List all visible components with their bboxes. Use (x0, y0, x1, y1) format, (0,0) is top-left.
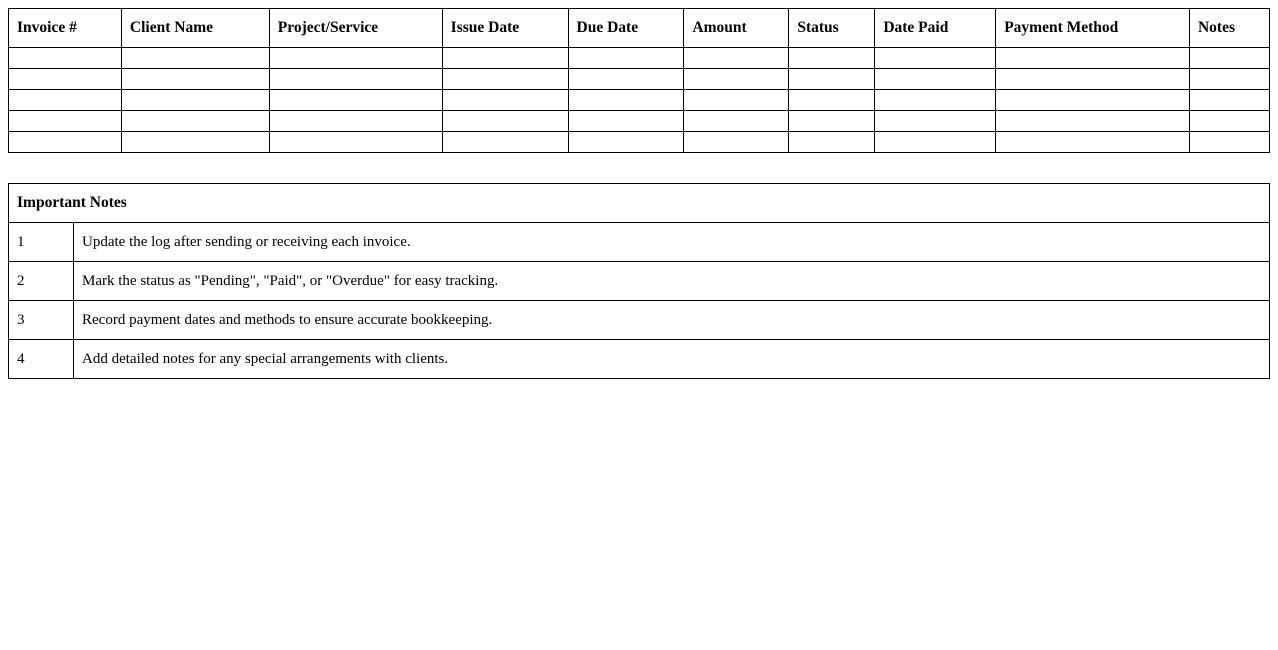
table-cell[interactable] (1189, 69, 1269, 90)
invoice-log-table (8, 8, 1270, 153)
column-header-invoice-number: Invoice # (9, 9, 122, 48)
table-cell[interactable] (789, 90, 875, 111)
table-cell[interactable] (9, 111, 122, 132)
table-cell[interactable] (789, 132, 875, 153)
table-cell[interactable] (121, 132, 269, 153)
table-cell[interactable] (442, 69, 568, 90)
note-number: 1 (9, 223, 74, 262)
table-cell[interactable] (1189, 111, 1269, 132)
table-cell[interactable] (269, 111, 442, 132)
table-cell[interactable] (684, 111, 789, 132)
table-cell[interactable] (684, 48, 789, 69)
column-header-project-service: Project/Service (269, 9, 442, 48)
table-cell[interactable] (9, 90, 122, 111)
table-cell[interactable] (121, 90, 269, 111)
note-number: 3 (9, 301, 74, 340)
table-cell[interactable] (1189, 132, 1269, 153)
column-header-client-name: Client Name (121, 9, 269, 48)
table-header-row (9, 9, 1270, 48)
note-row (9, 223, 1270, 262)
table-row (9, 69, 1270, 90)
note-text: Update the log after sending or receiving each invoice. (74, 223, 1270, 262)
important-notes-table (8, 183, 1270, 379)
table-cell[interactable] (875, 48, 996, 69)
table-cell[interactable] (684, 132, 789, 153)
table-cell[interactable] (875, 132, 996, 153)
table-cell[interactable] (568, 111, 684, 132)
column-header-due-date: Due Date (568, 9, 684, 48)
table-cell[interactable] (442, 48, 568, 69)
column-header-payment-method: Payment Method (996, 9, 1190, 48)
table-cell[interactable] (269, 48, 442, 69)
column-header-date-paid: Date Paid (875, 9, 996, 48)
table-cell[interactable] (269, 90, 442, 111)
table-cell[interactable] (875, 111, 996, 132)
table-cell[interactable] (996, 90, 1190, 111)
table-cell[interactable] (789, 69, 875, 90)
table-cell[interactable] (9, 132, 122, 153)
table-cell[interactable] (568, 69, 684, 90)
table-cell[interactable] (568, 132, 684, 153)
table-cell[interactable] (442, 132, 568, 153)
table-cell[interactable] (9, 48, 122, 69)
note-number: 4 (9, 340, 74, 379)
table-cell[interactable] (1189, 90, 1269, 111)
table-cell[interactable] (789, 48, 875, 69)
table-row (9, 90, 1270, 111)
table-cell[interactable] (789, 111, 875, 132)
note-row (9, 340, 1270, 379)
note-text: Add detailed notes for any special arrangements with clients. (74, 340, 1270, 379)
table-cell[interactable] (875, 69, 996, 90)
table-cell[interactable] (996, 69, 1190, 90)
table-cell[interactable] (1189, 48, 1269, 69)
column-header-issue-date: Issue Date (442, 9, 568, 48)
table-cell[interactable] (875, 90, 996, 111)
column-header-status: Status (789, 9, 875, 48)
table-cell[interactable] (996, 48, 1190, 69)
note-text: Mark the status as "Pending", "Paid", or "Overdue" for easy tracking. (74, 262, 1270, 301)
invoice-log-body (9, 48, 1270, 153)
table-cell[interactable] (121, 48, 269, 69)
note-text: Record payment dates and methods to ensure accurate bookkeeping. (74, 301, 1270, 340)
column-header-notes: Notes (1189, 9, 1269, 48)
note-row (9, 301, 1270, 340)
note-row (9, 262, 1270, 301)
notes-header-row (9, 184, 1270, 223)
table-cell[interactable] (568, 48, 684, 69)
table-row (9, 111, 1270, 132)
table-cell[interactable] (9, 69, 122, 90)
table-cell[interactable] (996, 111, 1190, 132)
table-cell[interactable] (442, 90, 568, 111)
table-cell[interactable] (121, 111, 269, 132)
table-cell[interactable] (121, 69, 269, 90)
table-cell[interactable] (684, 69, 789, 90)
notes-title: Important Notes (9, 184, 1270, 223)
column-header-amount: Amount (684, 9, 789, 48)
table-cell[interactable] (684, 90, 789, 111)
table-cell[interactable] (442, 111, 568, 132)
table-row (9, 132, 1270, 153)
table-cell[interactable] (996, 132, 1190, 153)
table-cell[interactable] (269, 69, 442, 90)
table-cell[interactable] (269, 132, 442, 153)
table-row (9, 48, 1270, 69)
note-number: 2 (9, 262, 74, 301)
table-cell[interactable] (568, 90, 684, 111)
